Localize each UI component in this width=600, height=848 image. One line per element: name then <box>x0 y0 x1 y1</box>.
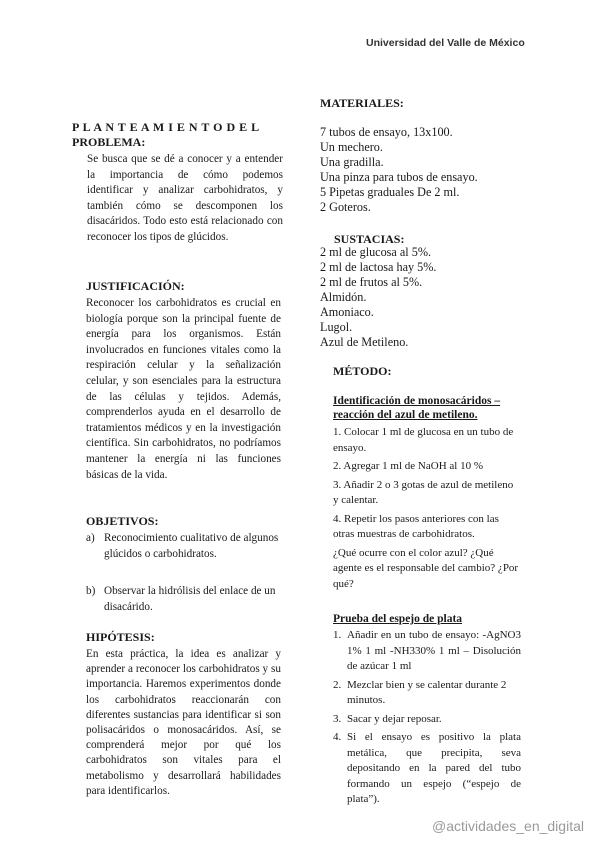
hipotesis-title: HIPÓTESIS: <box>86 630 155 644</box>
material-item: 5 Pipetas graduales De 2 ml. <box>320 185 460 199</box>
planteamiento-body: Se busca que se dé a conocer y a entender la importancia de cómo podemos identificar y analizar carbohidratos, y también cómo se descomponen los disacáridos. Todo esto está relacionado con reconocer los tipos de glúcidos. <box>87 153 283 243</box>
plata-step-number: 2. <box>333 678 342 691</box>
objetivo-item <box>86 531 281 562</box>
sustancia-item: Amoniaco. <box>320 305 374 319</box>
objetivo-item <box>86 584 281 615</box>
metodo-step: 3. Añadir 2 o 3 gotas de azul de metileno y calentar. <box>333 478 514 506</box>
materiales-list <box>320 125 478 215</box>
plata-step-text: Si el ensayo es positivo la plata metálica, que precipita, seva depositando en la pared del tubo formando un espejo (“espejo de plata”). <box>347 731 521 805</box>
metodo-step: 1. Colocar 1 ml de glucosa en un tubo de ensayo. <box>333 426 514 454</box>
metodo-section1-title: Identificación de monosacáridos – reacción del azul de metileno. <box>333 395 501 421</box>
plata-step-number: 1. <box>333 629 342 641</box>
metodo-title: MÉTODO: <box>333 364 392 378</box>
materiales-title: MATERIALES: <box>320 96 404 110</box>
sustancia-item: Lugol. <box>320 320 353 334</box>
sustancia-item: 2 ml de frutos al 5%. <box>320 275 423 289</box>
metodo-step: 4. Repetir los pasos anteriores con las otras muestras de carbohidratos. <box>333 512 499 540</box>
material-item: Una gradilla. <box>320 155 384 169</box>
material-item: Una pinza para tubos de ensayo. <box>320 170 478 184</box>
material-item: 2 Goteros. <box>320 200 371 214</box>
metodo-section1-steps <box>333 425 521 592</box>
justificacion-title: JUSTIFICACIÓN: <box>86 279 185 293</box>
objetivo-text: Reconocimiento cualitativo de algunos glúcidos o carbohidratos. <box>104 532 279 560</box>
metodo-section2-title: Prueba del espejo de plata <box>333 613 463 625</box>
sustancias-title: SUSTACIAS: <box>334 232 405 246</box>
material-item: Un mechero. <box>320 140 383 154</box>
planteamiento-title-line2: PROBLEMA: <box>72 135 146 149</box>
plata-step <box>333 712 521 728</box>
metodo-section2-steps <box>333 628 521 808</box>
plata-step-text: Mezclar bien y se calentar durante 2 minutos. <box>347 678 507 706</box>
objetivos-title: OBJETIVOS: <box>86 514 159 528</box>
sustancia-item: Almidón. <box>320 290 367 304</box>
sustancia-item: Azul de Metileno. <box>320 335 409 349</box>
sustancia-item: 2 ml de lactosa hay 5%. <box>320 260 437 274</box>
hipotesis-body: En esta práctica, la idea es analizar y aprender a reconocer los carbohidratos y su importancia. Haremos experimentos donde los carbohidratos reaccionarán con diferentes sustancias para identificar si son polisacáridos o monosacáridos. Así, se comprenderá mejor por qué los carbohidratos son vitales para el metabolismo y desarrollará habilidades para identificarlos. <box>86 648 281 797</box>
planteamiento-title-line1: P L A N T E A M I E N T O D E L <box>72 120 260 134</box>
plata-step-text: Añadir en un tubo de ensayo: -AgNO3 1% 1 ml -NH330% 1 ml – Disolución de azúcar 1 ml <box>347 629 521 672</box>
plata-step <box>333 628 521 675</box>
watermark: @actividades_en_digital <box>432 818 584 834</box>
plata-step <box>333 678 521 709</box>
university-header: Universidad del Valle de México <box>366 37 525 49</box>
metodo-question: ¿Qué ocurre con el color azul? ¿Qué agente es el responsable del cambio? ¿Por qué? <box>333 546 519 590</box>
plata-step-number: 4. <box>333 731 342 743</box>
plata-step <box>333 730 521 808</box>
plata-step-text: Sacar y dejar reposar. <box>347 712 442 725</box>
sustancia-item: 2 ml de glucosa al 5%. <box>320 245 432 259</box>
plata-step-number: 3. <box>333 712 342 725</box>
metodo-step: 2. Agregar 1 ml de NaOH al 10 % <box>333 460 483 472</box>
material-item: 7 tubos de ensayo, 13x100. <box>320 125 453 139</box>
objetivo-marker: a) <box>86 532 95 544</box>
sustancias-list <box>320 245 436 350</box>
planteamiento-title <box>72 120 284 150</box>
objetivos-list <box>86 531 281 615</box>
justificacion-body: Reconocer los carbohidratos es crucial en biología porque son la principal fuente de energía para los organismos. Están involucrados en funciones vitales como la respiración celular y la señalización celular, y son esenciales para la estructura de las células y tejidos. Además, comprenderlos ayuda en el desarrollo de tratamientos médicos y en la investigación científica. Sin carbohidratos, no podríamos mantener la energía ni las funciones básicas de la vida. <box>86 297 281 481</box>
objetivo-marker: b) <box>86 585 96 598</box>
objetivo-text: Observar la hidrólisis del enlace de un disacárido. <box>104 585 276 613</box>
